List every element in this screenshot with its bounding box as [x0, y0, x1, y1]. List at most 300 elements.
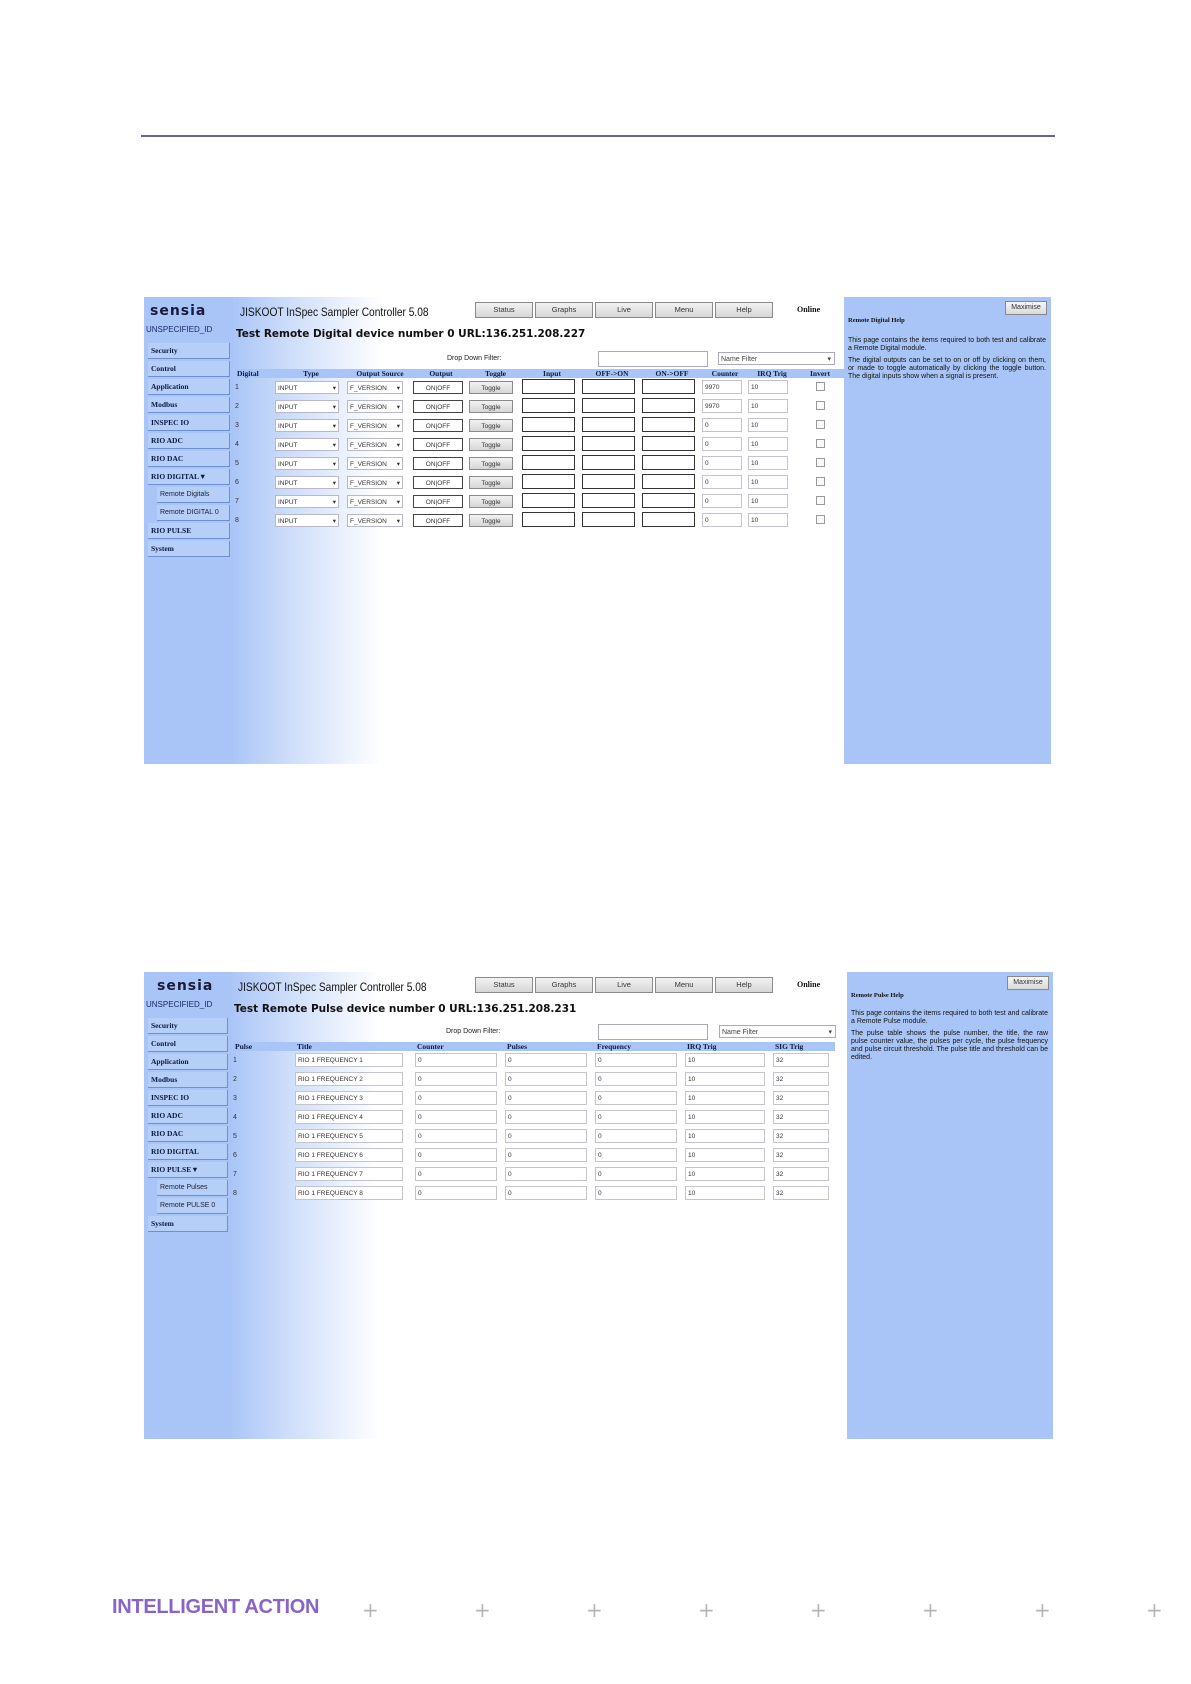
device-id: UNSPECIFIED_ID [146, 1000, 213, 1009]
irq-trig-field[interactable]: 10 [748, 494, 788, 508]
pulses-field: 0 [505, 1186, 587, 1200]
maximise-button[interactable]: Maximise [1007, 976, 1049, 990]
counter-cell [415, 1089, 505, 1108]
irq-trig-cell [685, 1127, 773, 1146]
sig-trig-field[interactable]: 32 [773, 1072, 829, 1086]
digital-cell [235, 435, 275, 454]
invert-checkbox[interactable] [816, 477, 825, 486]
table-row [233, 1165, 835, 1184]
col-input: Input [522, 369, 582, 378]
off-on-indicator [582, 474, 635, 489]
output-source-select[interactable]: F_VERSION ▾ [347, 438, 403, 451]
off-on-cell [582, 435, 642, 454]
table-row [235, 511, 844, 530]
pulses-field: 0 [505, 1072, 587, 1086]
toggle-button[interactable]: Toggle [469, 381, 513, 394]
nav-item-modbus[interactable]: Modbus [148, 397, 230, 413]
irq-trig-field[interactable]: 10 [685, 1072, 765, 1086]
invert-checkbox[interactable] [816, 439, 825, 448]
nav-item-rio-pulse[interactable]: RIO PULSE [148, 523, 230, 539]
counter-field[interactable]: 0 [702, 456, 742, 470]
on-off-indicator [642, 493, 695, 508]
pulse-cell [233, 1184, 295, 1203]
toggle-button[interactable]: Toggle [469, 495, 513, 508]
title-field[interactable]: RIO 1 FREQUENCY 7 [295, 1167, 403, 1181]
nav-item-remote-digital-0[interactable]: Remote DIGITAL 0 [157, 505, 230, 521]
type-select[interactable]: INPUT ▾ [275, 514, 339, 527]
sig-trig-field[interactable]: 32 [773, 1053, 829, 1067]
off-on-indicator [582, 512, 635, 527]
input-indicator [522, 493, 575, 508]
intelligent-action-brand: INTELLIGENT ACTION [112, 1596, 320, 1618]
table-row [233, 1070, 835, 1089]
frequency-field: 0 [595, 1110, 677, 1124]
input-indicator [522, 398, 575, 413]
irq-trig-field[interactable]: 10 [685, 1110, 765, 1124]
nav-item-security[interactable]: Security [148, 343, 230, 359]
pulses-field: 0 [505, 1129, 587, 1143]
output-source-cell [347, 492, 413, 511]
toggle-button[interactable]: Toggle [469, 514, 513, 527]
nav-item-remote-digitals[interactable]: Remote Digitals [157, 487, 230, 503]
counter-cell [415, 1146, 505, 1165]
col-invert: Invert [796, 369, 844, 378]
sensia-logo: sensia [150, 303, 207, 319]
frequency-field: 0 [595, 1091, 677, 1105]
toggle-button[interactable]: Toggle [469, 400, 513, 413]
output-cell [413, 378, 469, 397]
pulses-field: 0 [505, 1167, 587, 1181]
pulse-cell [233, 1165, 295, 1184]
invert-checkbox[interactable] [816, 382, 825, 391]
irq-trig-field[interactable]: 10 [748, 475, 788, 489]
invert-cell [796, 511, 844, 530]
menu-button[interactable]: Menu [655, 977, 713, 993]
frequency-cell [595, 1127, 685, 1146]
col-output: Output [413, 369, 469, 378]
irq-trig-field[interactable]: 10 [685, 1148, 765, 1162]
toggle-button[interactable]: Toggle [469, 476, 513, 489]
output-on-off-button[interactable]: ON|OFF [413, 457, 463, 470]
title-field[interactable]: RIO 1 FREQUENCY 3 [295, 1091, 403, 1105]
irq-trig-field[interactable]: 10 [748, 437, 788, 451]
counter-field[interactable]: 9970 [702, 380, 742, 394]
col-sig-trig: SIG Trig [773, 1042, 835, 1051]
input-indicator [522, 474, 575, 489]
toggle-button[interactable]: Toggle [469, 438, 513, 451]
irq-trig-field[interactable]: 10 [748, 513, 788, 527]
counter-field: 0 [415, 1148, 497, 1162]
toggle-cell [469, 454, 522, 473]
toggle-button[interactable]: Toggle [469, 419, 513, 432]
sig-trig-field[interactable]: 32 [773, 1091, 829, 1105]
pulse-cell [233, 1127, 295, 1146]
menu-button[interactable]: Menu [655, 302, 713, 318]
type-cell [275, 416, 347, 435]
frequency-cell [595, 1089, 685, 1108]
pulse-number: 8 [233, 1190, 237, 1197]
left-nav-pane [144, 972, 230, 1439]
off-on-indicator [582, 493, 635, 508]
digital-cell [235, 473, 275, 492]
sig-trig-cell [773, 1051, 835, 1070]
counter-cell [702, 511, 748, 530]
counter-cell [702, 492, 748, 511]
nav-item-rio-digital[interactable]: RIO DIGITAL [148, 1144, 228, 1160]
page-title: Test Remote Digital device number 0 URL:136.251.208.227 [236, 328, 586, 340]
input-cell [522, 435, 582, 454]
sig-trig-field[interactable]: 32 [773, 1186, 829, 1200]
counter-cell [702, 454, 748, 473]
title-cell [295, 1127, 415, 1146]
nav-menu [148, 343, 230, 559]
name-filter-select[interactable]: Name Filter ▾ [719, 1025, 836, 1038]
live-button[interactable]: Live [595, 977, 653, 993]
plus-decoration-icon: + [810, 1598, 827, 1622]
pulse-number: 2 [233, 1076, 237, 1083]
graphs-button[interactable]: Graphs [535, 977, 593, 993]
pulse-number: 4 [233, 1114, 237, 1121]
help-paragraph: This page contains the items required to both test and calibrate a Remote Digital module. [848, 337, 1046, 352]
sig-trig-field[interactable]: 32 [773, 1110, 829, 1124]
pulses-cell [505, 1184, 595, 1203]
invert-cell [796, 435, 844, 454]
type-select[interactable]: INPUT ▾ [275, 457, 339, 470]
irq-trig-cell [748, 416, 796, 435]
irq-trig-field[interactable]: 10 [685, 1091, 765, 1105]
online-status: Online [797, 305, 821, 314]
type-cell [275, 454, 347, 473]
col-digital: Digital [235, 369, 275, 378]
digital-number: 2 [235, 403, 239, 410]
output-source-select[interactable]: F_VERSION ▾ [347, 514, 403, 527]
counter-field[interactable]: 0 [702, 513, 742, 527]
input-indicator [522, 512, 575, 527]
maximise-button[interactable]: Maximise [1005, 301, 1047, 315]
output-cell [413, 454, 469, 473]
nav-item-application[interactable]: Application [148, 1054, 228, 1070]
input-indicator [522, 436, 575, 451]
type-cell [275, 511, 347, 530]
invert-cell [796, 473, 844, 492]
toggle-cell [469, 492, 522, 511]
title-cell [295, 1146, 415, 1165]
status-button[interactable]: Status [475, 977, 533, 993]
plus-decoration-icon: + [1034, 1598, 1051, 1622]
irq-trig-field[interactable]: 10 [685, 1053, 765, 1067]
title-field[interactable]: RIO 1 FREQUENCY 1 [295, 1053, 403, 1067]
output-cell [413, 397, 469, 416]
irq-trig-field[interactable]: 10 [685, 1129, 765, 1143]
invert-checkbox[interactable] [816, 458, 825, 467]
nav-item-control[interactable]: Control [148, 361, 230, 377]
page-title: Test Remote Pulse device number 0 URL:136.251.208.231 [234, 1003, 577, 1015]
nav-item-application[interactable]: Application [148, 379, 230, 395]
off-on-cell [582, 511, 642, 530]
input-cell [522, 492, 582, 511]
off-on-cell [582, 378, 642, 397]
graphs-button[interactable]: Graphs [535, 302, 593, 318]
counter-field[interactable]: 0 [702, 475, 742, 489]
input-indicator [522, 417, 575, 432]
output-source-select[interactable]: F_VERSION ▾ [347, 457, 403, 470]
help-button[interactable]: Help [715, 977, 773, 993]
output-source-select[interactable]: F_VERSION ▾ [347, 381, 403, 394]
table-row [233, 1127, 835, 1146]
off-on-indicator [582, 379, 635, 394]
on-off-cell [642, 378, 702, 397]
on-off-cell [642, 416, 702, 435]
sig-trig-field[interactable]: 32 [773, 1148, 829, 1162]
help-text [848, 337, 1046, 386]
drop-down-filter-input[interactable] [598, 351, 708, 367]
irq-trig-cell [685, 1108, 773, 1127]
irq-trig-cell [748, 454, 796, 473]
toggle-cell [469, 397, 522, 416]
frequency-cell [595, 1070, 685, 1089]
title-field[interactable]: RIO 1 FREQUENCY 2 [295, 1072, 403, 1086]
nav-item-rio-adc[interactable]: RIO ADC [148, 433, 230, 449]
drop-down-filter-input[interactable] [598, 1024, 708, 1040]
off-on-cell [582, 473, 642, 492]
nav-item-rio-dac[interactable]: RIO DAC [148, 1126, 228, 1142]
input-indicator [522, 379, 575, 394]
on-off-cell [642, 473, 702, 492]
col-counter: Counter [415, 1042, 505, 1051]
col-irq-trig: IRQ Trig [685, 1042, 773, 1051]
counter-cell [702, 416, 748, 435]
col-title: Title [295, 1042, 415, 1051]
sig-trig-field[interactable]: 32 [773, 1129, 829, 1143]
off-on-cell [582, 416, 642, 435]
help-pane [847, 972, 1053, 1439]
nav-item-system[interactable]: System [148, 1216, 228, 1232]
frequency-field: 0 [595, 1129, 677, 1143]
type-cell [275, 492, 347, 511]
top-toolbar [475, 302, 773, 318]
plus-decoration-icon: + [586, 1598, 603, 1622]
nav-item-system[interactable]: System [148, 541, 230, 557]
irq-trig-cell [748, 378, 796, 397]
col-pulses: Pulses [505, 1042, 595, 1051]
nav-item-inspec-io[interactable]: INSPEC IO [148, 415, 230, 431]
type-select[interactable]: INPUT ▾ [275, 476, 339, 489]
pulse-cell [233, 1146, 295, 1165]
pulse-cell [233, 1051, 295, 1070]
sig-trig-cell [773, 1089, 835, 1108]
irq-trig-field[interactable]: 10 [748, 456, 788, 470]
counter-field[interactable]: 0 [702, 494, 742, 508]
col-output-source: Output Source [347, 369, 413, 378]
output-on-off-button[interactable]: ON|OFF [413, 438, 463, 451]
frequency-field: 0 [595, 1072, 677, 1086]
irq-trig-cell [748, 511, 796, 530]
table-row [235, 378, 844, 397]
irq-trig-field[interactable]: 10 [748, 380, 788, 394]
pulse-cell [233, 1070, 295, 1089]
toggle-cell [469, 416, 522, 435]
help-button[interactable]: Help [715, 302, 773, 318]
output-source-select[interactable]: F_VERSION ▾ [347, 400, 403, 413]
plus-decoration-icon: + [922, 1598, 939, 1622]
table-row [233, 1146, 835, 1165]
pulse-cell [233, 1108, 295, 1127]
output-source-select[interactable]: F_VERSION ▾ [347, 495, 403, 508]
counter-cell [702, 473, 748, 492]
invert-checkbox[interactable] [816, 420, 825, 429]
input-cell [522, 454, 582, 473]
invert-cell [796, 492, 844, 511]
digital-cell [235, 397, 275, 416]
type-select[interactable]: INPUT ▾ [275, 400, 339, 413]
input-cell [522, 378, 582, 397]
on-off-indicator [642, 512, 695, 527]
table-row [233, 1184, 835, 1203]
off-on-indicator [582, 455, 635, 470]
title-cell [295, 1089, 415, 1108]
nav-item-rio-adc[interactable]: RIO ADC [148, 1108, 228, 1124]
table-row [233, 1108, 835, 1127]
device-id: UNSPECIFIED_ID [146, 325, 213, 334]
counter-cell [702, 397, 748, 416]
type-select[interactable]: INPUT ▾ [275, 381, 339, 394]
app-title: JISKOOT InSpec Sampler Controller 5.08 [238, 980, 427, 994]
pulses-cell [505, 1165, 595, 1184]
plus-decoration-icon: + [474, 1598, 491, 1622]
type-select[interactable]: INPUT ▾ [275, 438, 339, 451]
title-cell [295, 1165, 415, 1184]
counter-field: 0 [415, 1053, 497, 1067]
invert-checkbox[interactable] [816, 401, 825, 410]
nav-item-modbus[interactable]: Modbus [148, 1072, 228, 1088]
name-filter-select[interactable]: Name Filter ▾ [718, 352, 835, 365]
output-cell [413, 492, 469, 511]
irq-trig-field[interactable]: 10 [685, 1186, 765, 1200]
on-off-cell [642, 492, 702, 511]
irq-trig-cell [685, 1089, 773, 1108]
nav-item-rio-dac[interactable]: RIO DAC [148, 451, 230, 467]
input-cell [522, 511, 582, 530]
drop-down-filter-label: Drop Down Filter: [446, 1028, 501, 1035]
off-on-cell [582, 492, 642, 511]
output-on-off-button[interactable]: ON|OFF [413, 400, 463, 413]
invert-cell [796, 378, 844, 397]
type-cell [275, 378, 347, 397]
output-on-off-button[interactable]: ON|OFF [413, 381, 463, 394]
nav-item-rio-pulse[interactable]: RIO PULSE▼ [148, 1162, 228, 1178]
frequency-field: 0 [595, 1053, 677, 1067]
live-button[interactable]: Live [595, 302, 653, 318]
counter-field[interactable]: 0 [702, 437, 742, 451]
pulses-cell [505, 1146, 595, 1165]
output-on-off-button[interactable]: ON|OFF [413, 495, 463, 508]
digital-cell [235, 454, 275, 473]
output-source-cell [347, 454, 413, 473]
output-source-select[interactable]: F_VERSION ▾ [347, 419, 403, 432]
type-cell [275, 435, 347, 454]
nav-menu [148, 1018, 228, 1234]
irq-trig-cell [685, 1165, 773, 1184]
frequency-field: 0 [595, 1167, 677, 1181]
col-pulse: Pulse [233, 1042, 295, 1051]
input-cell [522, 416, 582, 435]
pulses-field: 0 [505, 1053, 587, 1067]
toggle-cell [469, 435, 522, 454]
off-on-indicator [582, 417, 635, 432]
invert-checkbox[interactable] [816, 496, 825, 505]
title-field[interactable]: RIO 1 FREQUENCY 6 [295, 1148, 403, 1162]
pulses-field: 0 [505, 1148, 587, 1162]
title-field[interactable]: RIO 1 FREQUENCY 8 [295, 1186, 403, 1200]
output-source-cell [347, 416, 413, 435]
sig-trig-cell [773, 1165, 835, 1184]
help-title: Remote Digital Help [848, 317, 905, 324]
output-on-off-button[interactable]: ON|OFF [413, 476, 463, 489]
digital-cell [235, 378, 275, 397]
output-cell [413, 435, 469, 454]
digital-number: 4 [235, 441, 239, 448]
irq-trig-field[interactable]: 10 [685, 1167, 765, 1181]
title-cell [295, 1051, 415, 1070]
output-source-cell [347, 378, 413, 397]
invert-checkbox[interactable] [816, 515, 825, 524]
type-select[interactable]: INPUT ▾ [275, 495, 339, 508]
counter-field[interactable]: 0 [702, 418, 742, 432]
type-select[interactable]: INPUT ▾ [275, 419, 339, 432]
frequency-cell [595, 1108, 685, 1127]
irq-trig-cell [685, 1146, 773, 1165]
nav-item-rio-digital[interactable]: RIO DIGITAL▼ [148, 469, 230, 485]
toggle-button[interactable]: Toggle [469, 457, 513, 470]
irq-trig-cell [748, 473, 796, 492]
toggle-cell [469, 473, 522, 492]
nav-item-security[interactable]: Security [148, 1018, 228, 1034]
counter-field: 0 [415, 1129, 497, 1143]
output-source-cell [347, 397, 413, 416]
irq-trig-field[interactable]: 10 [748, 418, 788, 432]
help-pane [844, 297, 1051, 764]
input-indicator [522, 455, 575, 470]
counter-field[interactable]: 9970 [702, 399, 742, 413]
on-off-cell [642, 454, 702, 473]
frequency-cell [595, 1051, 685, 1070]
frequency-cell [595, 1146, 685, 1165]
col-frequency: Frequency [595, 1042, 685, 1051]
irq-trig-field[interactable]: 10 [748, 399, 788, 413]
digital-number: 1 [235, 384, 239, 391]
nav-item-remote-pulses[interactable]: Remote Pulses [157, 1180, 228, 1196]
digital-number: 6 [235, 479, 239, 486]
output-on-off-button[interactable]: ON|OFF [413, 419, 463, 432]
title-field[interactable]: RIO 1 FREQUENCY 5 [295, 1129, 403, 1143]
help-paragraph: The pulse table shows the pulse number, the title, the raw pulse counter value, the pulses per cycle, the pulse frequency and pulse circuit threshold. The pulse title and threshold can be edited. [851, 1030, 1048, 1061]
plus-decoration-icon: + [362, 1598, 379, 1622]
nav-item-control[interactable]: Control [148, 1036, 228, 1052]
counter-cell [415, 1070, 505, 1089]
counter-field: 0 [415, 1091, 497, 1105]
irq-trig-cell [748, 492, 796, 511]
output-source-select[interactable]: F_VERSION ▾ [347, 476, 403, 489]
invert-cell [796, 397, 844, 416]
nav-item-remote-pulse-0[interactable]: Remote PULSE 0 [157, 1198, 228, 1214]
pulse-number: 7 [233, 1171, 237, 1178]
output-on-off-button[interactable]: ON|OFF [413, 514, 463, 527]
col-on-off: ON->OFF [642, 369, 702, 378]
title-field[interactable]: RIO 1 FREQUENCY 4 [295, 1110, 403, 1124]
sig-trig-field[interactable]: 32 [773, 1167, 829, 1181]
nav-item-inspec-io[interactable]: INSPEC IO [148, 1090, 228, 1106]
status-button[interactable]: Status [475, 302, 533, 318]
